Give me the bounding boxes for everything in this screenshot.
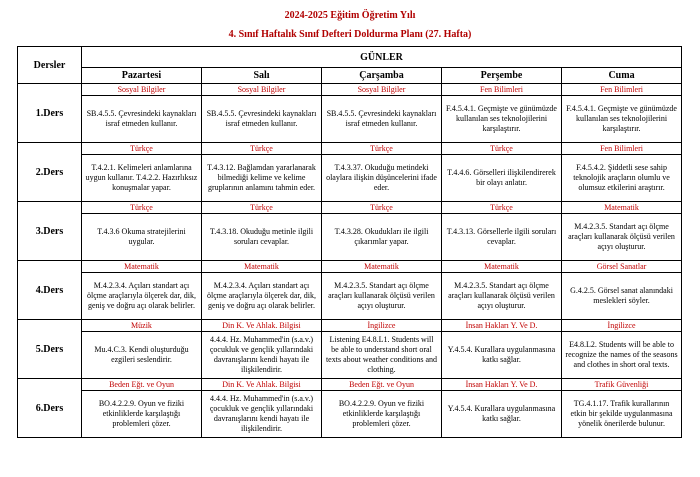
subject-label: İnsan Hakları Y. Ve D. — [442, 379, 561, 391]
plan-cell — [82, 84, 202, 143]
objective-text: SB.4.5.5. Çevresindeki kaynakları israf etmeden kullanır. — [326, 109, 437, 128]
objective-text: F.4.5.4.1. Geçmişte ve günümüzde kullanılan ses teknolojilerini karşılaştırır. — [446, 104, 557, 133]
subject-label: Beden Eğt. ve Oyun — [82, 379, 201, 391]
lesson-label: 4.Ders — [18, 261, 82, 320]
subject-label: Türkçe — [322, 202, 441, 214]
plan-cell — [562, 261, 682, 320]
subject-label: Sosyal Bilgiler — [322, 84, 441, 96]
subject-label: Türkçe — [202, 143, 321, 155]
objective-text: M.4.2.3.4. Açıları standart açı ölçme araçlarıyla ölçerek dar, dik, geniş ve doğru açı olarak belirler. — [207, 281, 316, 310]
objective-text: Y.4.5.4. Kurallara uygulanmasına katkı sağlar. — [447, 404, 556, 423]
lesson-row — [18, 202, 682, 261]
subject-label: Türkçe — [82, 143, 201, 155]
plan-cell — [322, 320, 442, 379]
lessons-header: Dersler — [18, 47, 82, 84]
objective-text: T.4.3.13. Görsellerle ilgili soruları cevaplar. — [446, 227, 557, 246]
weekly-plan-table — [17, 46, 682, 438]
objective-text: T.4.3.12. Bağlamdan yararlanarak bilmediği kelime ve kelime gruplarının anlamını tahmin eder. — [207, 163, 316, 192]
plan-cell — [562, 143, 682, 202]
plan-cell — [442, 143, 562, 202]
plan-cell — [442, 320, 562, 379]
objective-text: M.4.2.3.4. Açıları standart açı ölçme araçlarıyla ölçerek dar, dik, geniş ve doğru açı olarak belirler. — [87, 281, 196, 310]
subject-label: Beden Eğt. ve Oyun — [322, 379, 441, 391]
lesson-label: 1.Ders — [18, 84, 82, 143]
plan-cell — [82, 261, 202, 320]
lesson-row — [18, 84, 682, 143]
objective-text: M.4.2.3.5. Standart açı ölçme araçları kullanarak ölçüsü verilen açıyı oluşturur. — [568, 222, 675, 251]
objective-text: T.4.3.6 Okuma stratejilerini uygular. — [97, 227, 186, 246]
plan-cell — [442, 379, 562, 438]
objective-text: T.4.3.18. Okuduğu metinle ilgili soruları cevaplar. — [209, 227, 314, 246]
objective-text: SB.4.5.5. Çevresindeki kaynakları israf etmeden kullanır. — [206, 109, 317, 128]
plan-cell — [562, 84, 682, 143]
objective-text: BO.4.2.2.9. Oyun ve fiziki etkinliklerde karşılaştığı problemleri çözer. — [338, 399, 425, 428]
plan-cell — [202, 261, 322, 320]
plan-cell — [82, 202, 202, 261]
subject-label: Türkçe — [202, 202, 321, 214]
subject-label: Matematik — [562, 202, 681, 214]
lesson-label: 2.Ders — [18, 143, 82, 202]
plan-cell — [442, 202, 562, 261]
objective-text: M.4.2.3.5. Standart açı ölçme araçları kullanarak ölçüsü verilen açıyı oluşturur. — [448, 281, 555, 310]
plan-cell — [322, 84, 442, 143]
objective-text: F.4.5.4.1. Geçmişte ve günümüzde kullanılan ses teknolojilerini karşılaştırır. — [566, 104, 677, 133]
lesson-row — [18, 320, 682, 379]
subject-label: Türkçe — [442, 202, 561, 214]
lesson-row — [18, 143, 682, 202]
plan-cell — [322, 143, 442, 202]
plan-cell — [562, 202, 682, 261]
plan-cell — [202, 320, 322, 379]
objective-text: 4.4.4. Hz. Muhammed'in (s.a.v.) çocukluk ve gençlik yıllarındaki davranışlarını kendi hayatı ile ilişkilendirir. — [209, 335, 314, 374]
day-header: Pazartesi — [82, 68, 202, 84]
plan-cell — [322, 261, 442, 320]
subject-label: Türkçe — [82, 202, 201, 214]
subject-label: İngilizce — [322, 320, 441, 332]
plan-cell — [202, 202, 322, 261]
plan-cell — [442, 84, 562, 143]
subject-label: Fen Bilimleri — [562, 84, 681, 96]
plan-body — [18, 84, 682, 438]
plan-cell — [82, 379, 202, 438]
subject-label: Matematik — [82, 261, 201, 273]
subject-label: Trafik Güvenliği — [562, 379, 681, 391]
subject-label: İngilizce — [562, 320, 681, 332]
objective-text: F.4.5.4.2. Şiddetli sese sahip teknolojik araçların olumlu ve olumsuz etkilerini araştırır. — [573, 163, 670, 192]
objective-text: T.4.4.6. Görselleri ilişkilendirerek bir olayı anlatır. — [447, 168, 556, 187]
subject-label: Din K. Ve Ahlak. Bilgisi — [202, 320, 321, 332]
subject-label: Türkçe — [442, 143, 561, 155]
plan-cell — [322, 202, 442, 261]
document-title: 2024-2025 Eğitim Öğretim Yılı — [284, 10, 416, 21]
subject-label: Müzik — [82, 320, 201, 332]
subject-label: Din K. Ve Ahlak. Bilgisi — [202, 379, 321, 391]
subject-label: Matematik — [202, 261, 321, 273]
lesson-label: 3.Ders — [18, 202, 82, 261]
subject-label: Türkçe — [322, 143, 441, 155]
plan-cell — [442, 261, 562, 320]
subject-label: Matematik — [322, 261, 441, 273]
subject-label: Sosyal Bilgiler — [82, 84, 201, 96]
days-header: GÜNLER — [82, 47, 682, 68]
objective-text: M.4.2.3.5. Standart açı ölçme araçları kullanarak ölçüsü verilen açıyı oluşturur. — [328, 281, 435, 310]
subject-label: Görsel Sanatlar — [562, 261, 681, 273]
lesson-label: 6.Ders — [18, 379, 82, 438]
subject-label: Sosyal Bilgiler — [202, 84, 321, 96]
plan-cell — [322, 379, 442, 438]
objective-text: T.4.3.37. Okuduğu metindeki olaylara ilişkin düşüncelerini ifade eder. — [326, 163, 437, 192]
lesson-row — [18, 379, 682, 438]
plan-cell — [82, 320, 202, 379]
document-subtitle: 4. Sınıf Haftalık Sınıf Defteri Doldurma Planı (27. Hafta) — [228, 29, 472, 40]
objective-text: SB.4.5.5. Çevresindeki kaynakları israf etmeden kullanır. — [86, 109, 197, 128]
subject-label: Fen Bilimleri — [442, 84, 561, 96]
objective-text: T.4.3.28. Okudukları ile ilgili çıkarımlar yapar. — [334, 227, 429, 246]
plan-cell — [202, 379, 322, 438]
plan-cell — [202, 84, 322, 143]
lesson-label: 5.Ders — [18, 320, 82, 379]
objective-text: TG.4.1.17. Trafik kurallarının etkin bir şekilde uygulanmasına yönelik önerilerde bulunur. — [570, 399, 673, 428]
subject-label: Fen Bilimleri — [562, 143, 681, 155]
plan-cell — [562, 320, 682, 379]
day-header: Cuma — [562, 68, 682, 84]
day-header: Salı — [202, 68, 322, 84]
subject-label: İnsan Hakları Y. Ve D. — [442, 320, 561, 332]
day-header: Perşembe — [442, 68, 562, 84]
objective-text: Listening E4.8.L1. Students will be able to understand short oral texts about weather conditions and clothing. — [325, 335, 438, 374]
day-header: Çarşamba — [322, 68, 442, 84]
objective-text: T.4.2.1. Kelimeleri anlamlarına uygun kullanır. T.4.2.2. Hazırlıksız konuşmalar yapar. — [85, 163, 198, 192]
plan-cell — [82, 143, 202, 202]
objective-text: BO.4.2.2.9. Oyun ve fiziki etkinliklerde karşılaştığı problemleri çözer. — [98, 399, 185, 428]
objective-text: 4.4.4. Hz. Muhammed'in (s.a.v.) çocukluk ve gençlik yıllarındaki davranışlarını kendi hayatı ile ilişkilendirir. — [209, 394, 314, 433]
lesson-row — [18, 261, 682, 320]
objective-text: E4.8.L2. Students will be able to recognize the names of the seasons and clothes in short oral texts. — [565, 340, 678, 369]
objective-text: Y.4.5.4. Kurallara uygulanmasına katkı sağlar. — [447, 345, 556, 364]
plan-cell — [202, 143, 322, 202]
objective-text: Mu.4.C.3. Kendi oluşturduğu ezgileri seslendirir. — [94, 345, 189, 364]
subject-label: Matematik — [442, 261, 561, 273]
objective-text: G.4.2.5. Görsel sanat alanındaki meslekleri söyler. — [570, 286, 673, 305]
plan-cell — [562, 379, 682, 438]
